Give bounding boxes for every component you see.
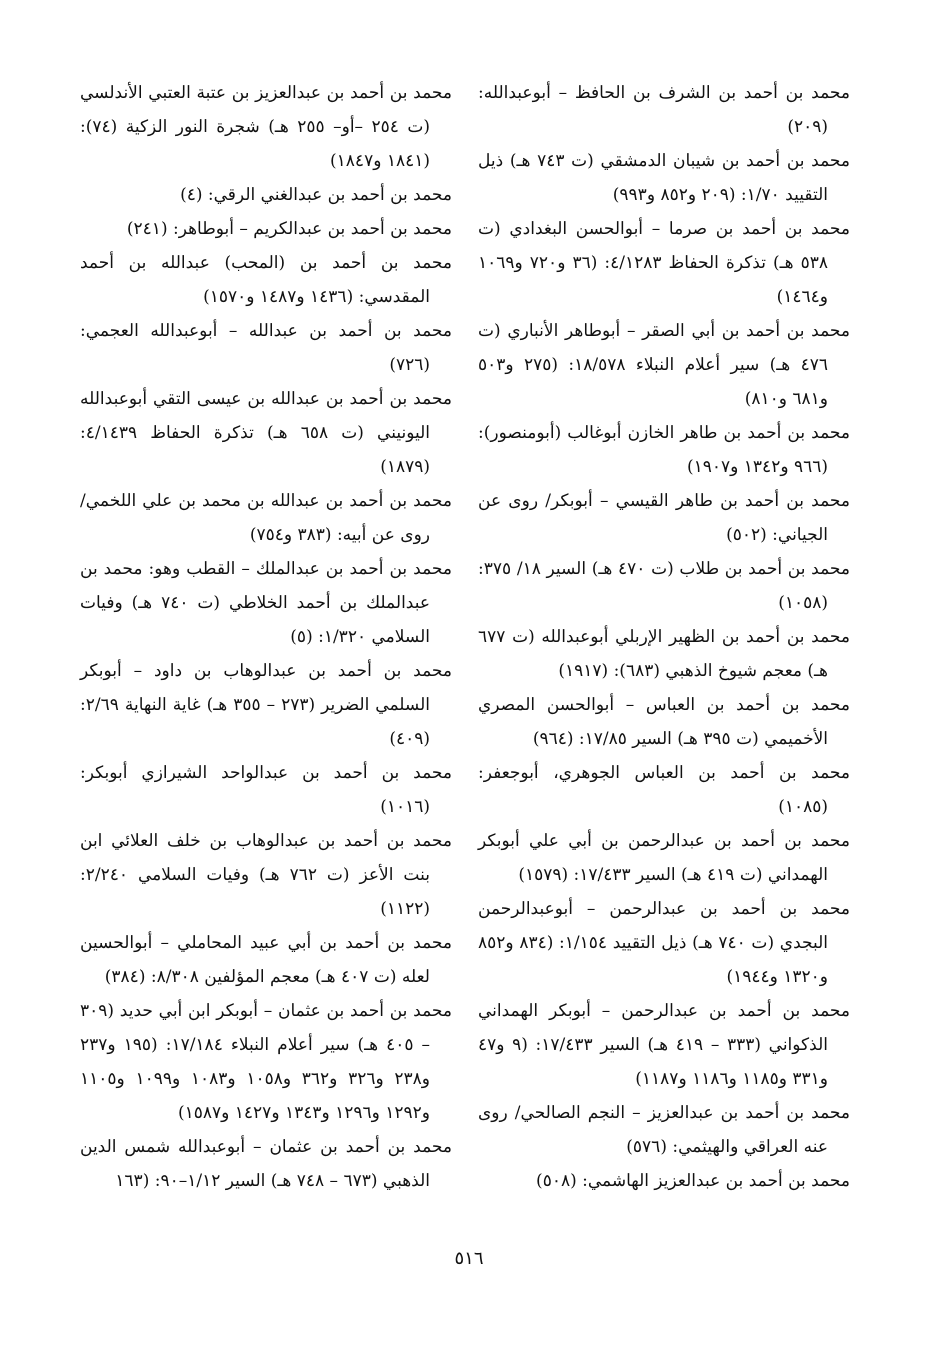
- index-entry: محمد بن أحمد بن العباس – أبوالحسن المصري الأخميمي (ت ٣٩٥ هـ) السير ١٧/٨٥: (٩٦٤): [478, 695, 850, 749]
- index-entry: محمد بن أحمد بن عثمان – أبوعبدالله شمس الدين الذهبي (٦٧٣ – ٧٤٨ هـ) السير ١/١٢–٩٠: (١٦٣: [80, 1137, 452, 1191]
- index-entry: محمد بن أحمد بن عبدالواحد الشيرازي أبوبكر: (١٠١٦): [80, 763, 452, 817]
- index-entry: محمد بن أحمد بن عبدالكريم – أبوطاهر: (٢٤١): [126, 219, 452, 239]
- index-entry: محمد بن أحمد بن عبدالرحمن – أبوبكر الهمداني الذكواني (٣٣٣ – ٤١٩ هـ) السير ١٧/٤٣٣: (٩ و٤٧ و٣٣١ و١١٨٥ و١١٨٦ و١١٨٧): [478, 1001, 851, 1089]
- index-entry: محمد بن أحمد بن العباس الجوهري، أبوجعفر: (١٠٨٥): [478, 763, 850, 817]
- index-entry: محمد بن أحمد بن أبي الصقر – أبوطاهر الأنباري (ت ٤٧٦ هـ) سير أعلام النبلاء ١٨/٥٧٨: (٢٧٥ و٥٠٣ و٦٨١ و٨١٠): [478, 321, 850, 409]
- index-entry: محمد بن أحمد بن عبدالغني الرقي: (٤): [180, 185, 452, 205]
- index-entry: محمد بن أحمد بن عبدالعزيز – النجم الصالحي/ روى عنه العراقي والهيثمي: (٥٧٦): [478, 1103, 850, 1157]
- index-entry: محمد بن أحمد بن عبدالله بن عيسى التقي أبوعبدالله اليونيني (ت ٦٥٨ هـ) تذكرة الحفاظ ٤/١٤٣٩: (١٨٧٩): [80, 389, 452, 477]
- index-entry: محمد بن أحمد بن عبدالملك – القطب وهو: محمد بن عبدالملك بن أحمد الخلاطي (ت ٧٤٠ هـ) وفيات السلامي ١/٣٢٠: (٥): [80, 559, 452, 647]
- index-entry: محمد بن أحمد بن عبدالعزيز بن عتبة العتبي الأندلسي (ت ٢٥٤ –أو– ٢٥٥ هـ) شجرة النور الزكية (٧٤): (١٨٤١ و١٨٤٧): [80, 83, 452, 171]
- index-entry: محمد بن أحمد بن عبدالوهاب بن خلف العلائي ابن بنت الأعز (ت ٧٦٢ هـ) وفيات السلامي ٢/٢٤٠: (١١٢٢): [80, 831, 452, 919]
- index-entry: محمد بن أحمد بن عبدالعزيز الهاشمي: (٥٠٨): [536, 1171, 850, 1191]
- index-entry: محمد بن أحمد بن عبدالوهاب بن داود – أبوبكر السلمي الضرير (٢٧٣ – ٣٥٥ هـ) غاية النهاية ٢/٦٩: (٤٠٩): [80, 661, 452, 749]
- index-entry: محمد بن أحمد بن (المحب) عبدالله بن أحمد المقدسي: (١٤٣٦ و١٤٨٧ و١٥٧٠): [80, 253, 452, 307]
- index-entry: محمد بن أحمد بن عبدالرحمن – أبوعبدالرحمن البجدي (ت ٧٤٠ هـ) ذيل التقييد ١/١٥٤: (٨٣٤ و٨٥٢ و١٣٢٠ و١٩٤٤): [478, 899, 850, 987]
- index-entry: محمد بن أحمد بن عبدالله بن محمد بن علي اللخمي/ روى عن أبيه: (٣٨٣ و٧٥٤): [80, 491, 452, 545]
- index-entry: محمد بن أحمد بن طاهر القيسي – أبوبكر/ روى عن الجياني: (٥٠٢): [478, 491, 850, 545]
- index-entry: محمد بن أحمد بن عبدالله – أبوعبدالله العجمي: (٧٢٦): [80, 321, 452, 375]
- index-entry: محمد بن أحمد بن صرما – أبوالحسن البغدادي (ت ٥٣٨ هـ) تذكرة الحفاظ ٤/١٢٨٣: (٣٦ و٧٢٠ و١٠٦٩ و١٤٦٤): [478, 219, 850, 307]
- index-entry: محمد بن أحمد بن شيبان الدمشقي (ت ٧٤٣ هـ) ذيل التقييد ١/٧٠: (٢٠٩ و٨٥٢ و٩٩٣): [478, 151, 850, 205]
- index-column-left: [80, 76, 452, 1198]
- index-entry: محمد بن أحمد بن عثمان – أبوبكر ابن أبي حديد (٣٠٩ – ٤٠٥ هـ) سير أعلام النبلاء ١٧/١٨٤: (١٩٥ و٢٣٧ و٢٣٨ و٣٢٦ و٣٦٢ و١٠٥٨ و١٠٨٣ و١٠٩٩ و١١٠٥ و١٢٩٢ و١٢٩٦ و١٣٤٣ و١٤٢٧ و١٥٨٧): [80, 1001, 452, 1123]
- index-entry: محمد بن أحمد بن الظهير الإربلي أبوعبدالله (ت ٦٧٧ هـ) معجم شيوخ الذهبي (٦٨٣): (١٩١٧): [478, 627, 850, 681]
- page-number: ٥١٦: [454, 1248, 484, 1269]
- index-entry: محمد بن أحمد بن عبدالرحمن بن أبي علي أبوبكر الهمداني (ت ٤١٩ هـ) السير ١٧/٤٣٣: (١٥٧٩): [478, 831, 850, 885]
- index-column-right: [478, 76, 850, 1198]
- index-entry: محمد بن أحمد بن أبي عبيد المحاملي – أبوالحسين لعله (ت ٤٠٧ هـ) معجم المؤلفين ٨/٣٠٨: (٣٨٤): [80, 933, 452, 987]
- index-entry: محمد بن أحمد بن طلاب (ت ٤٧٠ هـ) السير ١٨/ ٣٧٥: (١٠٥٨): [478, 559, 850, 613]
- index-entry: محمد بن أحمد بن الشرف بن الحافظ – أبوعبدالله: (٢٠٩): [478, 83, 850, 137]
- index-entry: محمد بن أحمد بن طاهر الخازن أبوغالب (أبومنصور): (٩٦٦ و١٣٤٢ و١٩٠٧): [478, 423, 850, 477]
